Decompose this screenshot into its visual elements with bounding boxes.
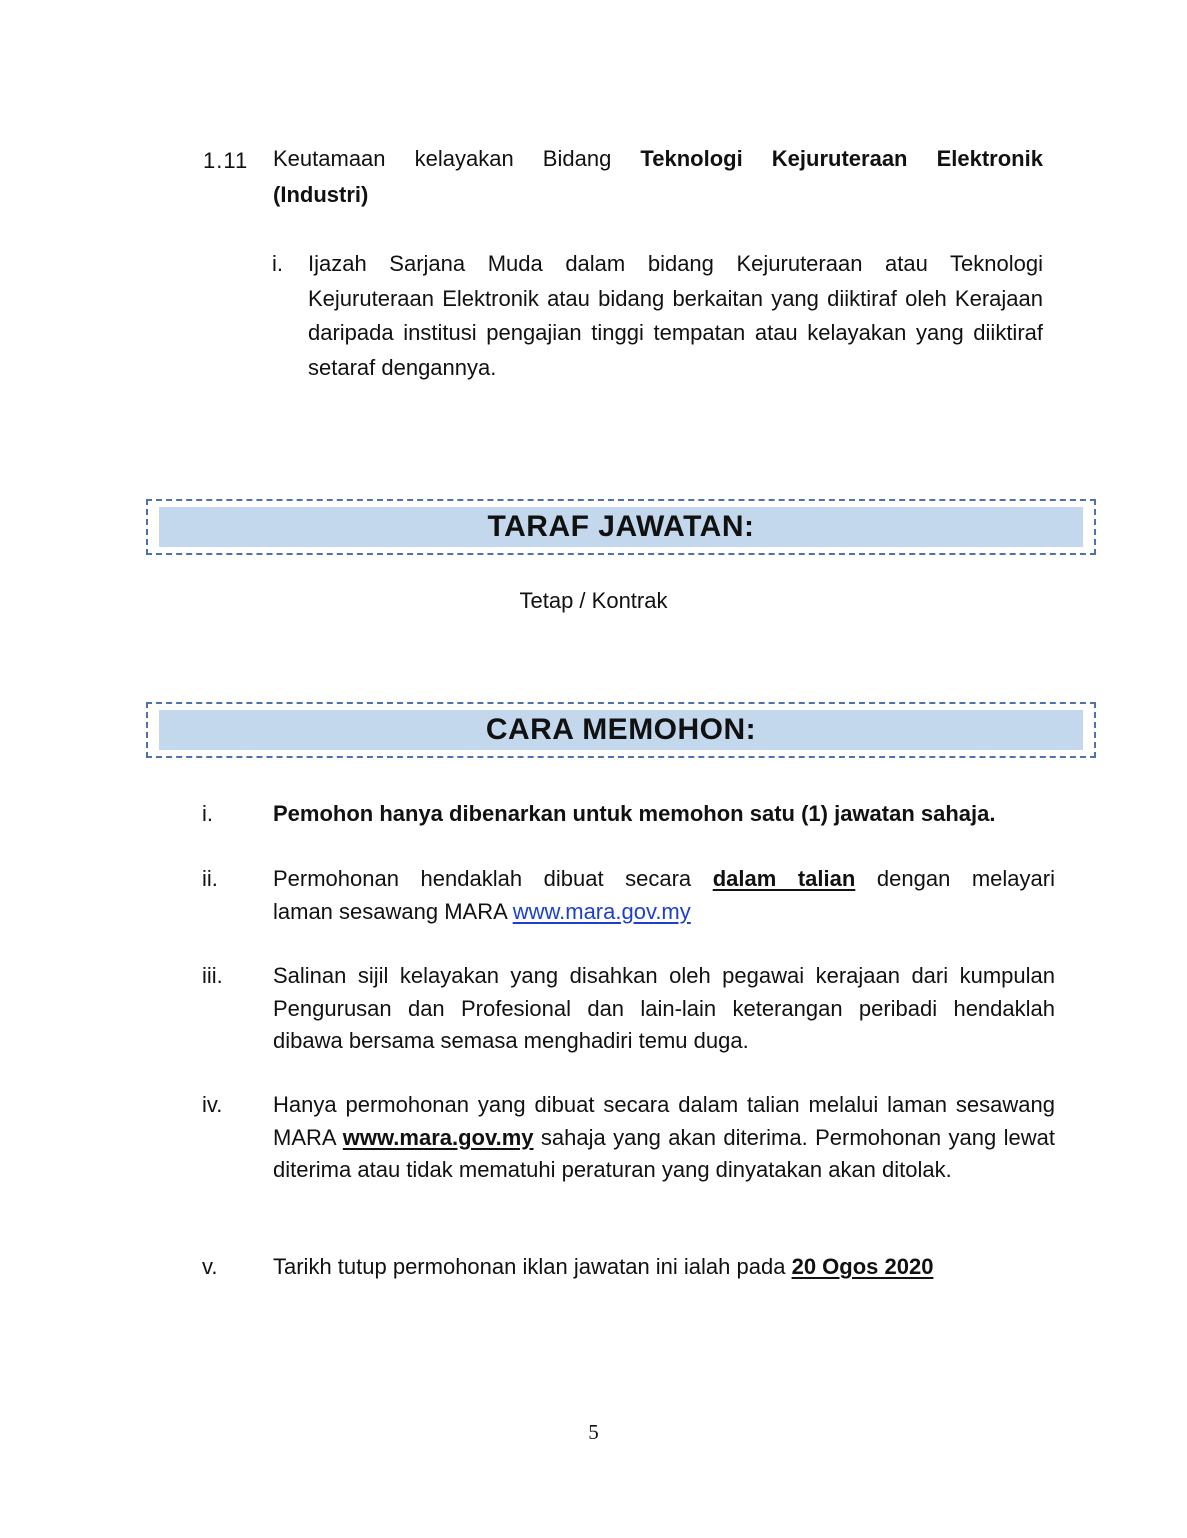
section-heading <box>273 141 1043 213</box>
employment-status: Tetap / Kontrak <box>519 588 668 613</box>
list-marker: v. <box>202 1254 218 1279</box>
apply-online-line2-text: laman sesawang MARA <box>273 898 507 924</box>
list-item-apply-online <box>273 863 1055 928</box>
list-item-one-post-only: Pemohon hanya dibenarkan untuk memohon satu (1) jawatan sahaja. <box>273 801 996 826</box>
closing-date-pre: Tarikh tutup permohonan iklan jawatan ini ialah pada <box>273 1254 786 1279</box>
apply-online-pre: Permohonan hendaklah dibuat secara <box>273 866 692 891</box>
list-item-certificates: Salinan sijil kelayakan yang disahkan oleh pegawai kerajaan dari kumpulan Pengurusan dan Profesional dan lain-lain keterangan peribadi hendaklah dibawa bersama semasa menghadiri temu duga. <box>273 963 1055 1053</box>
heading-bold-industri: (Industri) <box>273 182 369 207</box>
mara-website-link[interactable]: www.mara.gov.my <box>512 898 691 924</box>
list-item-closing-date <box>273 1251 1055 1284</box>
heading-bold-field: Teknologi Kejuruteraan Elektronik <box>640 146 1043 171</box>
apply-online-post: dengan melayari <box>876 866 1055 891</box>
mara-website-bold-link[interactable]: www.mara.gov.my <box>342 1124 534 1150</box>
online-only-pre: Hanya permohonan yang dibuat secara dalam talian melalui laman sesawang MARA <box>273 1092 1055 1150</box>
online-emphasis: dalam talian <box>712 866 856 891</box>
list-marker: i. <box>202 801 213 826</box>
list-marker: ii. <box>202 866 218 891</box>
qualification-text: Ijazah Sarjana Muda dalam bidang Kejuruteraan atau Teknologi Kejuruteraan Elektronik atau bidang berkaitan yang diiktiraf oleh Kerajaan daripada institusi pengajian tinggi tempatan atau kelayakan yang diiktiraf setaraf dengannya. <box>308 251 1043 380</box>
online-only-post: sahaja yang akan diterima. Permohonan yang lewat diterima atau tidak mematuhi peraturan yang dinyatakan akan ditolak. <box>273 1124 1055 1182</box>
list-marker: iii. <box>202 963 223 988</box>
heading-prefix: Keutamaan kelayakan Bidang <box>273 146 612 171</box>
taraf-jawatan-banner <box>146 499 1096 555</box>
page-number: 5 <box>588 1420 599 1444</box>
heading-line-1 <box>273 141 1043 177</box>
qualification-marker: i. <box>272 251 283 276</box>
apply-online-line-2 <box>273 896 1055 929</box>
list-item-online-only <box>273 1089 1055 1187</box>
apply-online-line-1 <box>273 863 1055 896</box>
taraf-jawatan-title: TARAF JAWATAN: <box>159 507 1083 547</box>
closing-date: 20 Ogos 2020 <box>791 1254 934 1279</box>
section-number: 1.11 <box>203 148 249 173</box>
cara-memohon-title: CARA MEMOHON: <box>159 710 1083 750</box>
cara-memohon-banner <box>146 702 1096 758</box>
list-marker: iv. <box>202 1092 223 1117</box>
